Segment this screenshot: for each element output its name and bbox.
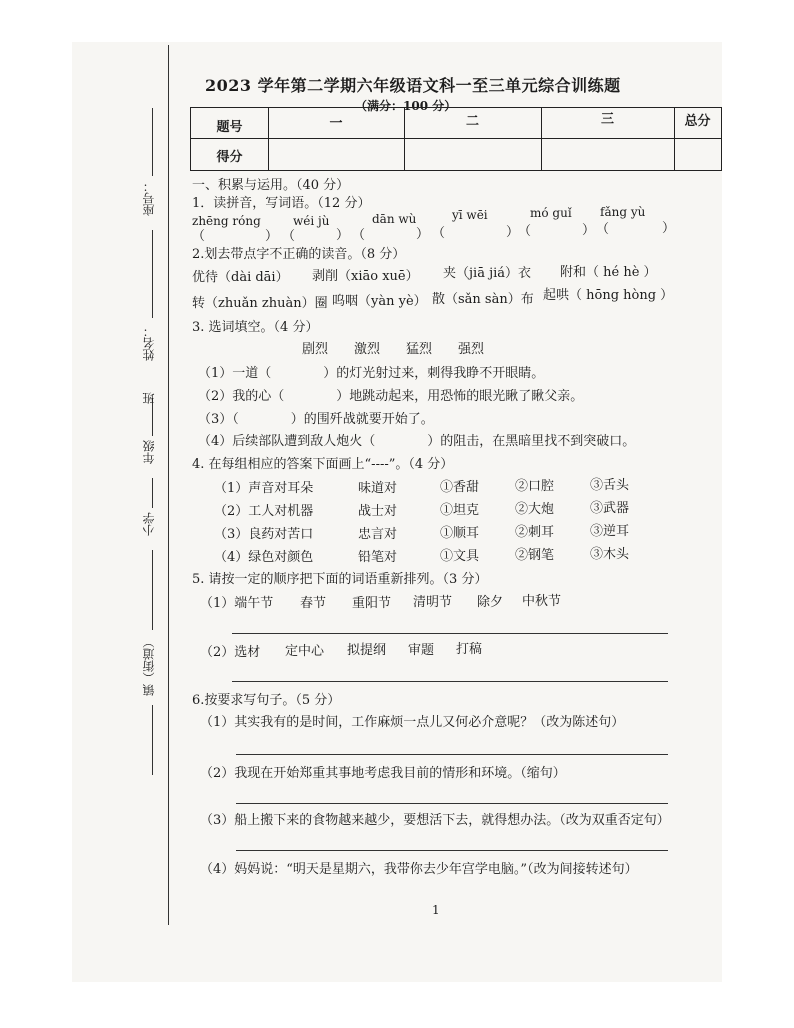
reorder-word: 清明节 [413,595,453,610]
binding-line [168,45,169,925]
word-bank: 剧烈 激烈 猛烈 强烈 [302,342,485,357]
sentence-task: （1）其实我有的是时间，工作麻烦一点儿又何必介意呢？（改为陈述句） [200,715,625,730]
answer-line[interactable] [236,754,668,755]
score-table [190,107,722,171]
pronunciation-item[interactable]: 呜咽（yàn yè） [332,294,427,309]
table-header-cell: 总分 [684,114,711,129]
answer-bracket-close: ） [582,223,596,238]
pronunciation-item[interactable]: 剥削（xiāo xuē） [312,269,419,284]
table-score-label: 得分 [216,150,243,165]
school-blank [152,550,153,630]
reorder-word: 重阳节 [352,596,392,611]
class-label: 班 [142,392,156,404]
exam-title: 2023 学年第二学期六年级语文科一至三单元综合训练题 [205,76,621,95]
answer-bracket-close: ） [416,227,430,242]
answer-bracket-close: ） [662,221,676,236]
answer-option[interactable]: ③木头 [590,547,630,562]
section-heading: 一、积累与运用。（40 分） [192,178,350,193]
question-title: 4. 在每组相应的答案下面画上“----”。（4 分） [192,457,454,472]
analogy-prompt: （1）声音对耳朵 [214,481,314,496]
answer-option[interactable]: ①香甜 [440,480,480,495]
answer-bracket-close: ） [265,229,279,244]
analogy-stem: 味道对 [358,481,398,496]
fill-blank-item[interactable]: （4）后续部队遭到敌人炮火（ ）的阻击，在黑暗里找不到突破口。 [198,434,636,449]
sentence-task: （4）妈妈说：“明天是星期六，我带你去少年宫学电脑。”（改为间接转述句） [200,862,638,877]
analogy-stem: 铅笔对 [358,550,398,565]
answer-option[interactable]: ②钢笔 [515,548,555,563]
answer-option[interactable]: ②口腔 [515,479,555,494]
reorder-word: 春节 [300,596,327,611]
analogy-prompt: （2）工人对机器 [214,504,314,519]
answer-bracket-open[interactable]: （ [596,222,610,237]
name-label: 姓名： [142,325,156,361]
reorder-word: 定中心 [285,644,325,659]
reorder-word: 审题 [408,643,435,658]
reorder-word: 中秋节 [522,594,562,609]
fill-blank-item[interactable]: （3）（ ）的围歼战就要开始了。 [198,412,434,427]
answer-bracket-open[interactable]: （ [432,226,446,241]
grade-blank [152,478,153,508]
pronunciation-item[interactable]: 起哄（ hōng hòng ） [543,288,674,303]
pinyin: dān wù [372,212,417,226]
answer-bracket-open[interactable]: （ [282,229,296,244]
answer-option[interactable]: ③舌头 [590,478,630,493]
table-row-divider [191,138,721,139]
table-header-cell: 一 [329,116,343,131]
answer-option[interactable]: ②刺耳 [515,525,555,540]
pronunciation-item[interactable]: 散（sǎn sàn）布 [432,292,534,307]
answer-line[interactable] [236,803,668,804]
answer-bracket-open[interactable]: （ [192,229,206,244]
pinyin: zhēng róng [192,214,261,228]
pronunciation-item[interactable]: 转（zhuǎn zhuàn）圈 [192,296,328,311]
analogy-prompt: （3）良药对苦口 [214,527,314,542]
question-title: 5. 请按一定的顺序把下面的词语重新排列。（3 分） [192,572,488,587]
answer-bracket-open[interactable]: （ [352,228,366,243]
answer-option[interactable]: ①坦克 [440,503,480,518]
full-score: （满分：100 分） [355,99,457,113]
seat-label: 座号： [142,180,156,216]
town-label: 镇（街道） [142,636,156,696]
answer-bracket-open[interactable]: （ [518,224,532,239]
answer-line[interactable] [232,633,668,634]
reorder-word: 除夕 [477,595,504,610]
question-title: 1．读拼音，写词语。（12 分） [192,196,371,211]
sentence-task: （3）船上搬下来的食物越来越少，要想活下去，就得想办法。（改为双重否定句） [200,813,670,828]
reorder-word: 拟提纲 [347,643,387,658]
table-header-cell: 题号 [216,120,243,135]
pronunciation-item[interactable]: 优待（dài dāi） [192,270,289,285]
fill-blank-item[interactable]: （2）我的心（ ）地跳动起来，用恐怖的眼光瞅了瞅父亲。 [198,389,584,404]
answer-option[interactable]: ③武器 [590,501,630,516]
pinyin: wéi jù [293,214,330,228]
fill-blank-item[interactable]: （1）一道（ ）的灯光射过来，刺得我睁不开眼睛。 [198,366,545,381]
answer-line[interactable] [232,681,668,682]
pronunciation-item[interactable]: 附和（ hé hè ） [560,265,657,280]
answer-option[interactable]: ②大炮 [515,502,555,517]
table-header-cell: 二 [465,114,479,129]
answer-bracket-close: ） [336,228,350,243]
analogy-prompt: （4）绿色对颜色 [214,550,314,565]
name-blank [152,230,153,318]
answer-bracket-close: ） [506,225,520,240]
answer-line[interactable] [236,850,668,851]
reorder-word: 打稿 [456,642,483,657]
reorder-word: （1）端午节 [200,596,274,611]
table-header-cell: 三 [600,112,614,127]
question-title: 6.按要求写句子。（5 分） [192,693,341,708]
town-blank [152,705,153,775]
analogy-stem: 忠言对 [358,527,398,542]
page-number: 1 [432,903,440,917]
pronunciation-item[interactable]: 夹（jiā jiá）衣 [443,266,532,281]
reorder-word: （2）选材 [200,645,261,660]
seat-blank [152,108,153,176]
pinyin: fǎng yù [600,205,646,219]
question-title: 3. 选词填空。（4 分） [192,320,319,335]
sentence-task: （2）我现在开始郑重其事地考虑我目前的情形和环境。（缩句） [200,766,566,781]
answer-option[interactable]: ①文具 [440,549,480,564]
pinyin: mó guǐ [530,206,572,220]
question-title: 2.划去带点字不正确的读音。（8 分） [192,247,406,262]
answer-option[interactable]: ①顺耳 [440,526,480,541]
analogy-stem: 战士对 [358,504,398,519]
grade-label: 年级 [142,440,156,464]
school-label: 小学 [142,512,156,536]
answer-option[interactable]: ③逆耳 [590,524,630,539]
pinyin: yī wēi [452,208,488,222]
